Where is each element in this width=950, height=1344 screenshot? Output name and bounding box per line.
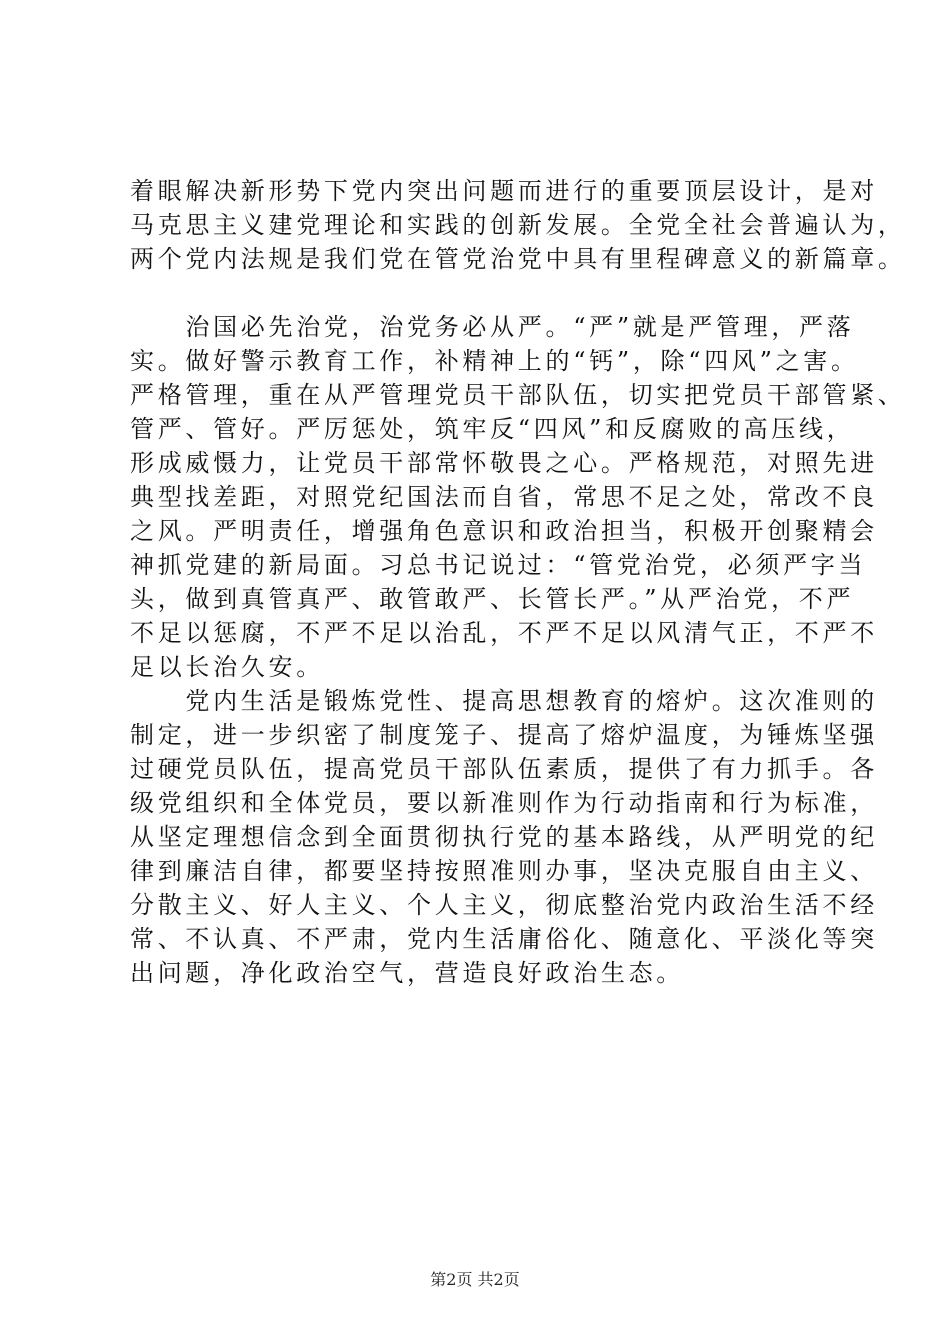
text-line: 治国必先治党，治党务必从严。“严”就是严管理，严落 (130, 313, 855, 341)
paragraph-1 (130, 174, 906, 276)
text-line: 神抓党建的新局面。习总书记说过：“管党治党，必须严字当 (130, 551, 867, 579)
text-line: 过硬党员队伍，提高党员干部队伍素质，提供了有力抓手。各 (130, 755, 878, 783)
text-line: 头，做到真管真严、敢管敢严、长管长严。”从严治党，不严 (130, 585, 855, 613)
text-line: 不足以惩腐，不严不足以治乱，不严不足以风清气正，不严不 (130, 619, 878, 647)
paragraph-spacer (130, 276, 827, 310)
paragraph-2 (130, 310, 906, 684)
document-body (130, 174, 906, 990)
text-line: 之风。严明责任，增强角色意识和政治担当，积极开创聚精会 (130, 517, 878, 545)
text-line: 律到廉洁自律，都要坚持按照准则办事，坚决克服自由主义、 (130, 857, 878, 885)
text-line: 两个党内法规是我们党在管党治党中具有里程碑意义的新篇章。 (130, 245, 906, 273)
text-line: 制定，进一步织密了制度笼子、提高了熔炉温度，为锤炼坚强 (130, 721, 878, 749)
text-line: 管严、管好。严厉惩处，筑牢反“四风”和反腐败的高压线， (130, 415, 855, 443)
text-line: 严格管理，重在从严管理党员干部队伍，切实把党员干部管紧、 (130, 381, 906, 409)
text-line: 出问题，净化政治空气，营造良好政治生态。 (130, 959, 684, 987)
text-line: 常、不认真、不严肃，党内生活庸俗化、随意化、平淡化等突 (130, 925, 878, 953)
paragraph-3 (130, 684, 878, 990)
text-line: 足以长治久安。 (130, 653, 324, 681)
text-line: 形成威慑力，让党员干部常怀敬畏之心。严格规范，对照先进 (130, 449, 878, 477)
text-line: 实。做好警示教育工作，补精神上的“钙”，除“四风”之害。 (130, 347, 859, 375)
text-line: 着眼解决新形势下党内突出问题而进行的重要顶层设计，是对 (130, 177, 878, 205)
text-line: 从坚定理想信念到全面贯彻执行党的基本路线，从严明党的纪 (130, 823, 878, 851)
text-line: 马克思主义建党理论和实践的创新发展。全党全社会普遍认为， (130, 211, 906, 239)
text-line: 分散主义、好人主义、个人主义，彻底整治党内政治生活不经 (130, 891, 878, 919)
text-line: 典型找差距，对照党纪国法而自省，常思不足之处，常改不良 (130, 483, 878, 511)
text-line: 级党组织和全体党员，要以新准则作为行动指南和行为标准， (130, 789, 878, 817)
text-line: 党内生活是锻炼党性、提高思想教育的熔炉。这次准则的 (130, 687, 878, 715)
page-footer: 第2页 共2页 (430, 1270, 520, 1289)
